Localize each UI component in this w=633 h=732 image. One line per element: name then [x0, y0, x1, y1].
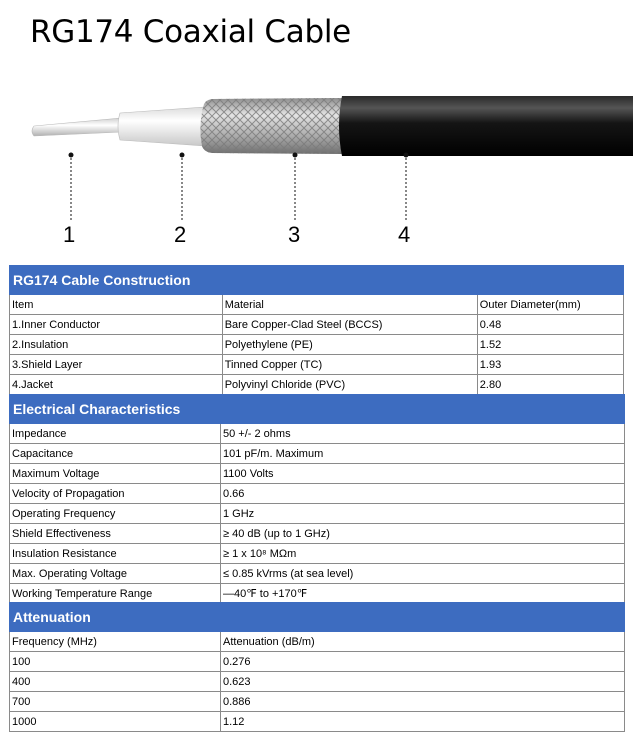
callout-1: 1	[63, 222, 76, 247]
table-cell: ≤ 0.85 kVrms (at sea level)	[221, 564, 625, 584]
table-cell: 4.Jacket	[10, 375, 223, 395]
table-cell: 1 GHz	[221, 504, 625, 524]
table-cell: Polyethylene (PE)	[222, 335, 477, 355]
table-row	[10, 692, 625, 712]
callout-leaders	[69, 153, 409, 221]
table-cell: 0.623	[221, 672, 625, 692]
table-row	[10, 584, 625, 604]
column-header: Outer Diameter(mm)	[477, 295, 623, 315]
table-row	[10, 672, 625, 692]
table-cell: ≥ 40 dB (up to 1 GHz)	[221, 524, 625, 544]
table-header-row	[10, 632, 625, 652]
table-row	[10, 335, 624, 355]
table-cell: 700	[10, 692, 221, 712]
table-cell: 1.52	[477, 335, 623, 355]
table-cell: 0.886	[221, 692, 625, 712]
insulation	[118, 107, 206, 146]
column-header: Item	[10, 295, 223, 315]
cable-illustration	[0, 80, 633, 240]
table-row	[10, 464, 625, 484]
inner-conductor	[32, 118, 122, 136]
table-cell: Max. Operating Voltage	[10, 564, 221, 584]
table-cell: 50 +/- 2 ohms	[221, 424, 625, 444]
table-cell: 101 pF/m. Maximum	[221, 444, 625, 464]
table-cell: Operating Frequency	[10, 504, 221, 524]
callout-3: 3	[288, 222, 301, 247]
table-cell: 0.48	[477, 315, 623, 335]
column-header: Frequency (MHz)	[10, 632, 221, 652]
table-cell: Polyvinyl Chloride (PVC)	[222, 375, 477, 395]
table-row	[10, 504, 625, 524]
attenuation-table	[9, 602, 625, 732]
electrical-table	[9, 394, 625, 604]
table-row	[10, 315, 624, 335]
jacket	[339, 96, 633, 156]
shield-layer	[200, 98, 342, 154]
table-cell: Impedance	[10, 424, 221, 444]
column-header: Attenuation (dB/m)	[221, 632, 625, 652]
table-row	[10, 424, 625, 444]
table-header-row	[10, 295, 624, 315]
table-cell: 100	[10, 652, 221, 672]
table-cell: Maximum Voltage	[10, 464, 221, 484]
electrical-heading: Electrical Characteristics	[10, 395, 625, 424]
table-row	[10, 484, 625, 504]
table-cell: Velocity of Propagation	[10, 484, 221, 504]
table-cell: Tinned Copper (TC)	[222, 355, 477, 375]
table-cell: 1.Inner Conductor	[10, 315, 223, 335]
table-cell: Capacitance	[10, 444, 221, 464]
construction-heading: RG174 Cable Construction	[10, 266, 624, 295]
table-row	[10, 355, 624, 375]
table-row	[10, 564, 625, 584]
attenuation-heading: Attenuation	[10, 603, 625, 632]
table-cell: Shield Effectiveness	[10, 524, 221, 544]
table-row	[10, 524, 625, 544]
table-cell: 400	[10, 672, 221, 692]
table-row	[10, 444, 625, 464]
table-cell: 1100 Volts	[221, 464, 625, 484]
table-cell: Bare Copper-Clad Steel (BCCS)	[222, 315, 477, 335]
table-cell: 0.66	[221, 484, 625, 504]
callout-2: 2	[174, 222, 187, 247]
table-cell: 2.Insulation	[10, 335, 223, 355]
table-cell: 1.93	[477, 355, 623, 375]
table-row	[10, 544, 625, 564]
table-cell: —40℉ to +170℉	[221, 584, 625, 604]
table-cell: 0.276	[221, 652, 625, 672]
table-row	[10, 712, 625, 732]
column-header: Material	[222, 295, 477, 315]
table-row	[10, 375, 624, 395]
table-row	[10, 652, 625, 672]
table-cell: 2.80	[477, 375, 623, 395]
table-cell: Working Temperature Range	[10, 584, 221, 604]
page-title: RG174 Coaxial Cable	[30, 14, 351, 50]
table-cell: 3.Shield Layer	[10, 355, 223, 375]
table-cell: 1.12	[221, 712, 625, 732]
table-cell: 1000	[10, 712, 221, 732]
construction-table	[9, 265, 624, 395]
table-cell: ≥ 1 x 10⁸ MΩm	[221, 544, 625, 564]
callout-4: 4	[398, 222, 411, 247]
table-cell: Insulation Resistance	[10, 544, 221, 564]
